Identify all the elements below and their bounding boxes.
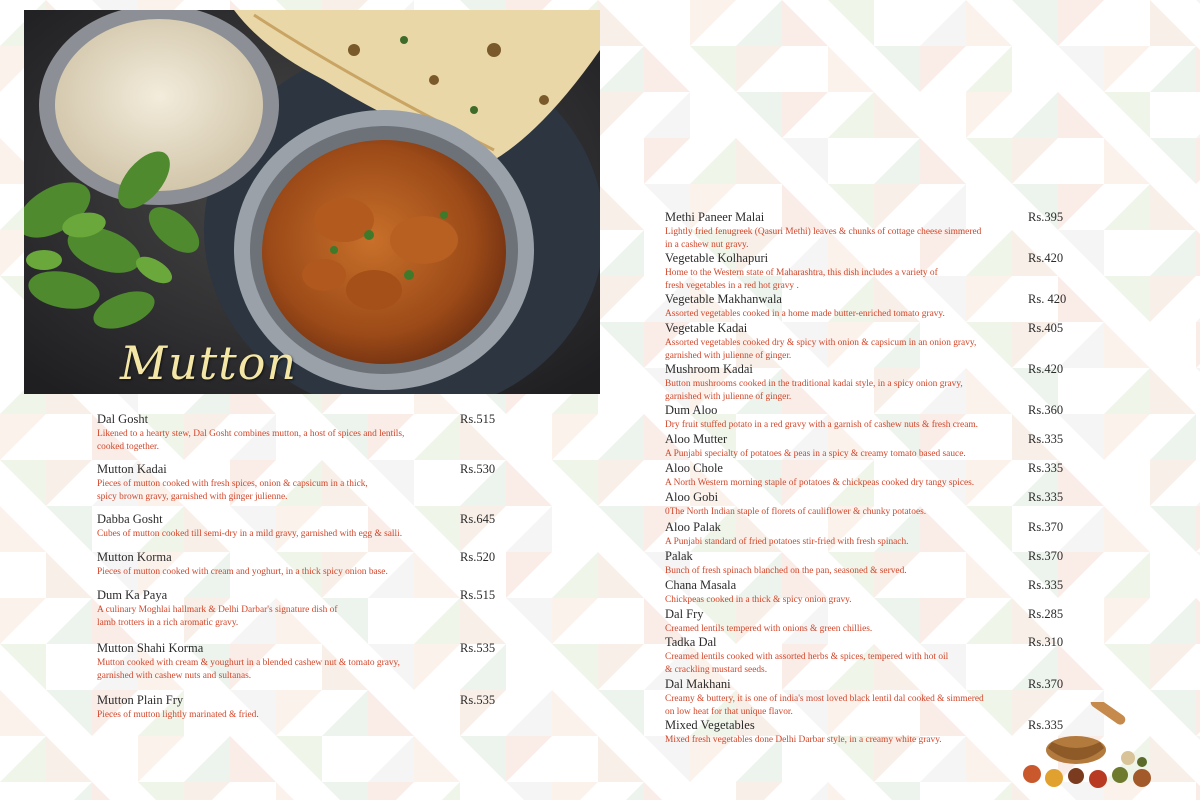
pattern-triangle bbox=[828, 92, 874, 138]
pattern-triangle bbox=[920, 138, 966, 184]
pattern-triangle bbox=[1058, 230, 1104, 276]
pattern-triangle bbox=[276, 690, 322, 736]
pattern-triangle bbox=[414, 782, 460, 800]
pattern-triangle bbox=[1196, 552, 1200, 598]
pattern-triangle bbox=[828, 46, 874, 92]
pattern-triangle bbox=[1104, 552, 1150, 598]
pattern-triangle bbox=[1196, 0, 1200, 46]
pattern-triangle bbox=[598, 46, 644, 92]
menu-item-price: Rs.335 bbox=[1028, 490, 1064, 504]
pattern-triangle bbox=[1150, 230, 1196, 276]
pattern-triangle bbox=[1012, 0, 1058, 46]
menu-item-description-line: cooked together. bbox=[97, 442, 159, 452]
menu-item-description-line: Home to the Western state of Maharashtra, this dish includes a variety of bbox=[665, 268, 938, 278]
menu-item-description-line: Chickpeas cooked in a thick & spicy onion gravy. bbox=[665, 595, 852, 605]
pattern-triangle bbox=[736, 0, 782, 46]
menu-item-description bbox=[665, 419, 978, 432]
menu-item-description-line: Pieces of mutton lightly marinated & fried. bbox=[97, 710, 259, 720]
menu-item-description bbox=[665, 565, 907, 578]
pattern-triangle bbox=[138, 736, 184, 782]
pattern-triangle bbox=[184, 782, 230, 800]
pattern-triangle bbox=[828, 0, 874, 46]
pattern-triangle bbox=[966, 598, 1012, 644]
pattern-triangle bbox=[1196, 506, 1200, 552]
pattern-triangle bbox=[1104, 368, 1150, 414]
pattern-triangle bbox=[322, 782, 368, 800]
pattern-triangle bbox=[1150, 184, 1196, 230]
pattern-triangle bbox=[0, 460, 46, 506]
pattern-triangle bbox=[1058, 92, 1104, 138]
menu-item-price: Rs.360 bbox=[1028, 403, 1064, 417]
pattern-triangle bbox=[1196, 92, 1200, 138]
pattern-triangle bbox=[690, 138, 736, 184]
menu-item-description bbox=[665, 506, 926, 519]
menu-item-name: Dum Ka Paya bbox=[97, 588, 168, 602]
pattern-triangle bbox=[552, 690, 598, 736]
pattern-triangle bbox=[1058, 0, 1104, 46]
menu-item-name: Dum Aloo bbox=[665, 403, 718, 417]
pattern-triangle bbox=[598, 690, 644, 736]
pattern-triangle bbox=[1150, 138, 1196, 184]
pattern-triangle bbox=[598, 92, 644, 138]
menu-item-price: Rs.520 bbox=[460, 550, 496, 564]
pattern-triangle bbox=[506, 598, 552, 644]
pattern-triangle bbox=[1058, 46, 1104, 92]
menu-item-description-line: garnished with cashew nuts and sultanas. bbox=[97, 671, 252, 681]
pattern-triangle bbox=[1196, 138, 1200, 184]
menu-item-price: Rs.370 bbox=[1028, 549, 1064, 563]
menu-item-name: Mutton Kadai bbox=[97, 462, 167, 476]
menu-item-description-line: garnished with julienne of ginger. bbox=[665, 351, 792, 361]
menu-item-description bbox=[97, 709, 259, 722]
pattern-triangle bbox=[1058, 460, 1104, 506]
pattern-triangle bbox=[874, 184, 920, 230]
pattern-triangle bbox=[966, 782, 1012, 800]
pattern-triangle bbox=[598, 230, 644, 276]
pattern-triangle bbox=[552, 414, 598, 460]
pattern-triangle bbox=[506, 506, 552, 552]
pattern-triangle bbox=[782, 138, 828, 184]
menu-item-name: Aloo Gobi bbox=[665, 490, 719, 504]
menu-item-price: Rs. 420 bbox=[1028, 292, 1067, 306]
pattern-triangle bbox=[506, 782, 552, 800]
menu-item-name: Dal Gosht bbox=[97, 412, 149, 426]
pattern-triangle bbox=[920, 506, 966, 552]
pattern-triangle bbox=[966, 368, 1012, 414]
pattern-triangle bbox=[966, 736, 1012, 782]
menu-item-description-line: Creamed lentils cooked with assorted herbs & spices, tempered with hot oil bbox=[665, 652, 949, 662]
pattern-triangle bbox=[736, 782, 782, 800]
pattern-triangle bbox=[1104, 644, 1150, 690]
pattern-triangle bbox=[0, 598, 46, 644]
menu-item-description-line: Lightly fried fenugreek (Qasuri Methi) leaves & chunks of cottage cheese simmered bbox=[665, 227, 982, 237]
pattern-triangle bbox=[1150, 46, 1196, 92]
menu-item-description-line: spicy brown gravy, garnished with ginger julienne. bbox=[97, 492, 288, 502]
mortar-pestle-spices-icon bbox=[1018, 702, 1158, 788]
pattern-triangle bbox=[644, 92, 690, 138]
menu-item-description bbox=[665, 226, 981, 252]
pattern-triangle bbox=[1150, 276, 1196, 322]
pattern-triangle bbox=[736, 138, 782, 184]
menu-item-price: Rs.535 bbox=[460, 693, 496, 707]
pattern-triangle bbox=[552, 552, 598, 598]
pattern-triangle bbox=[0, 736, 46, 782]
section-title: Mutton bbox=[120, 336, 298, 390]
pattern-triangle bbox=[598, 782, 644, 800]
pattern-triangle bbox=[1150, 506, 1196, 552]
pattern-triangle bbox=[46, 552, 92, 598]
menu-item-description-line: fresh vegetables in a red hot gravy . bbox=[665, 281, 799, 291]
pattern-triangle bbox=[1058, 184, 1104, 230]
menu-item-description bbox=[665, 536, 909, 549]
pattern-triangle bbox=[552, 782, 598, 800]
pattern-triangle bbox=[1012, 92, 1058, 138]
pattern-triangle bbox=[874, 92, 920, 138]
pattern-triangle bbox=[1058, 644, 1104, 690]
pattern-triangle bbox=[46, 782, 92, 800]
curry-bowl-photo-icon bbox=[24, 10, 600, 394]
menu-item-description bbox=[665, 308, 945, 321]
menu-item-description bbox=[97, 478, 368, 504]
pattern-triangle bbox=[230, 736, 276, 782]
menu-item-description bbox=[97, 528, 402, 541]
pattern-triangle bbox=[1196, 230, 1200, 276]
menu-item-name: Palak bbox=[665, 549, 693, 563]
menu-item-name: Chana Masala bbox=[665, 578, 737, 592]
pattern-triangle bbox=[1104, 92, 1150, 138]
menu-item-description-line: Cubes of mutton cooked till semi-dry in a mild gravy, garnished with egg & salli. bbox=[97, 529, 403, 539]
pattern-triangle bbox=[1104, 414, 1150, 460]
pattern-triangle bbox=[1104, 184, 1150, 230]
menu-item-description-line: & crackling mustard seeds. bbox=[665, 665, 768, 675]
pattern-triangle bbox=[506, 690, 552, 736]
pattern-triangle bbox=[598, 322, 644, 368]
pattern-triangle bbox=[1196, 460, 1200, 506]
pattern-triangle bbox=[874, 46, 920, 92]
pattern-triangle bbox=[414, 736, 460, 782]
menu-item-description bbox=[665, 378, 963, 404]
pattern-triangle bbox=[368, 690, 414, 736]
pattern-triangle bbox=[1196, 276, 1200, 322]
pattern-triangle bbox=[138, 782, 184, 800]
pattern-triangle bbox=[1104, 138, 1150, 184]
menu-item-description-line: Mixed fresh vegetables done Delhi Darbar style, in a creamy white gravy. bbox=[665, 735, 942, 745]
pattern-triangle bbox=[598, 644, 644, 690]
pattern-triangle bbox=[506, 736, 552, 782]
pattern-triangle bbox=[1104, 598, 1150, 644]
pattern-triangle bbox=[414, 644, 460, 690]
menu-item-price: Rs.515 bbox=[460, 588, 496, 602]
menu-item-price: Rs.335 bbox=[1028, 461, 1064, 475]
menu-item-price: Rs.335 bbox=[1028, 432, 1064, 446]
pattern-triangle bbox=[46, 506, 92, 552]
menu-item-description-line: A culinary Moghlai hallmark & Delhi Darbar's signature dish of bbox=[97, 605, 338, 615]
menu-item-name: Mutton Shahi Korma bbox=[97, 641, 204, 655]
pattern-triangle bbox=[368, 736, 414, 782]
curry-bowl-photo bbox=[24, 10, 600, 394]
pattern-triangle bbox=[690, 0, 736, 46]
menu-item-description bbox=[97, 604, 337, 630]
menu-item-description-line: Pieces of mutton cooked with fresh spices, onion & capsicum in a thick, bbox=[97, 479, 368, 489]
pattern-triangle bbox=[920, 598, 966, 644]
pattern-triangle bbox=[874, 782, 920, 800]
pattern-triangle bbox=[552, 460, 598, 506]
menu-item-name: Methi Paneer Malai bbox=[665, 210, 765, 224]
pattern-triangle bbox=[1150, 460, 1196, 506]
menu-item-name: Aloo Chole bbox=[665, 461, 723, 475]
menu-item-name: Dabba Gosht bbox=[97, 512, 163, 526]
menu-item-price: Rs.310 bbox=[1028, 635, 1064, 649]
pattern-triangle bbox=[966, 92, 1012, 138]
pattern-triangle bbox=[598, 414, 644, 460]
pattern-triangle bbox=[1150, 368, 1196, 414]
pattern-triangle bbox=[1150, 644, 1196, 690]
pattern-triangle bbox=[1104, 276, 1150, 322]
pattern-triangle bbox=[874, 598, 920, 644]
pattern-triangle bbox=[1196, 690, 1200, 736]
pattern-triangle bbox=[598, 276, 644, 322]
pattern-triangle bbox=[1150, 0, 1196, 46]
pattern-triangle bbox=[920, 46, 966, 92]
menu-item-description-line: Assorted vegetables cooked dry & spicy with onion & capsicum in an onion gravy, bbox=[665, 338, 977, 348]
menu-item-description bbox=[665, 267, 938, 293]
menu-item-description-line: Pieces of mutton cooked with cream and yoghurt, in a thick spicy onion base. bbox=[97, 567, 388, 577]
pattern-triangle bbox=[644, 46, 690, 92]
menu-item-description bbox=[665, 594, 852, 607]
menu-item-description-line: garnished with julienne of ginger. bbox=[665, 392, 792, 402]
menu-item-price: Rs.535 bbox=[460, 641, 496, 655]
pattern-triangle bbox=[1196, 782, 1200, 800]
pattern-triangle bbox=[1104, 506, 1150, 552]
menu-item-name: Vegetable Makhanwala bbox=[665, 292, 782, 306]
pattern-triangle bbox=[414, 414, 460, 460]
menu-item-description bbox=[665, 448, 966, 461]
menu-item-description-line: Mutton cooked with cream & youghurt in a blended cashew nut & tomato gravy, bbox=[97, 658, 400, 668]
pattern-triangle bbox=[782, 0, 828, 46]
pattern-triangle bbox=[0, 690, 46, 736]
pattern-triangle bbox=[690, 46, 736, 92]
menu-item-price: Rs.285 bbox=[1028, 607, 1064, 621]
menu-item-price: Rs.395 bbox=[1028, 210, 1064, 224]
pattern-triangle bbox=[1058, 322, 1104, 368]
menu-item-description-line: Bunch of fresh spinach blanched on the pan, seasoned & served. bbox=[665, 566, 907, 576]
pattern-triangle bbox=[644, 138, 690, 184]
pattern-triangle bbox=[368, 782, 414, 800]
menu-item-price: Rs.420 bbox=[1028, 362, 1064, 376]
menu-item-description-line: Dry fruit stuffed potato in a red gravy with a garnish of cashew nuts & fresh cream. bbox=[665, 420, 979, 430]
pattern-triangle bbox=[46, 598, 92, 644]
pattern-triangle bbox=[506, 460, 552, 506]
pattern-triangle bbox=[552, 598, 598, 644]
pattern-triangle bbox=[966, 276, 1012, 322]
menu-item-name: Aloo Mutter bbox=[665, 432, 728, 446]
menu-item-description-line: A Punjabi standard of fried potatoes stir-fried with fresh spinach. bbox=[665, 537, 909, 547]
pattern-triangle bbox=[598, 460, 644, 506]
pattern-triangle bbox=[460, 598, 506, 644]
menu-item-name: Mushroom Kadai bbox=[665, 362, 753, 376]
menu-item-description-line: on low heat for that unique flavor. bbox=[665, 707, 793, 717]
menu-item-name: Vegetable Kolhapuri bbox=[665, 251, 769, 265]
menu-item-description-line: in a cashew nut gravy. bbox=[665, 240, 749, 250]
pattern-triangle bbox=[322, 690, 368, 736]
pattern-triangle bbox=[1104, 46, 1150, 92]
menu-item-price: Rs.335 bbox=[1028, 718, 1064, 732]
menu-item-name: Mixed Vegetables bbox=[665, 718, 755, 732]
menu-item-description-line: A North Western morning staple of potatoes & chickpeas cooked dry tangy spices. bbox=[665, 478, 975, 488]
menu-item-description bbox=[665, 477, 974, 490]
menu-item-price: Rs.335 bbox=[1028, 578, 1064, 592]
menu-item-description-line: A Punjabi specialty of potatoes & peas in a spicy & creamy tomato based sauce. bbox=[665, 449, 966, 459]
pattern-triangle bbox=[276, 782, 322, 800]
menu-item-description-line: Creamy & buttery, it is one of india's most loved black lentil dal cooked & simmered bbox=[665, 694, 984, 704]
pattern-triangle bbox=[46, 690, 92, 736]
pattern-triangle bbox=[828, 184, 874, 230]
menu-item-name: Tadka Dal bbox=[665, 635, 717, 649]
pattern-triangle bbox=[276, 736, 322, 782]
pattern-triangle bbox=[966, 552, 1012, 598]
pattern-triangle bbox=[782, 782, 828, 800]
pattern-triangle bbox=[782, 184, 828, 230]
menu-item-description bbox=[665, 693, 984, 719]
pattern-triangle bbox=[1196, 368, 1200, 414]
pattern-triangle bbox=[1058, 506, 1104, 552]
pattern-triangle bbox=[1196, 46, 1200, 92]
menu-item-price: Rs.530 bbox=[460, 462, 496, 476]
menu-item-description-line: 0The North Indian staple of florets of cauliflower & chunky potatoes. bbox=[665, 507, 927, 517]
pattern-triangle bbox=[414, 552, 460, 598]
pattern-triangle bbox=[966, 46, 1012, 92]
pattern-triangle bbox=[1150, 414, 1196, 460]
pattern-triangle bbox=[506, 552, 552, 598]
menu-item-name: Dal Fry bbox=[665, 607, 704, 621]
menu-item-description bbox=[665, 734, 942, 747]
pattern-triangle bbox=[598, 552, 644, 598]
menu-item-price: Rs.645 bbox=[460, 512, 496, 526]
menu-item-description bbox=[665, 337, 976, 363]
pattern-triangle bbox=[1012, 138, 1058, 184]
menu-item-description-line: lamb trotters in a rich aromatic gravy. bbox=[97, 618, 239, 628]
pattern-triangle bbox=[0, 644, 46, 690]
pattern-triangle bbox=[368, 460, 414, 506]
menu-item-description bbox=[97, 657, 400, 683]
pattern-triangle bbox=[966, 506, 1012, 552]
pattern-triangle bbox=[184, 736, 230, 782]
pattern-triangle bbox=[552, 644, 598, 690]
menu-item-name: Mutton Plain Fry bbox=[97, 693, 184, 707]
pattern-triangle bbox=[46, 736, 92, 782]
pattern-triangle bbox=[598, 736, 644, 782]
menu-item-price: Rs.370 bbox=[1028, 677, 1064, 691]
pattern-triangle bbox=[1058, 552, 1104, 598]
menu-item-description-line: Button mushrooms cooked in the traditional kadai style, in a spicy onion gravy, bbox=[665, 379, 963, 389]
pattern-triangle bbox=[46, 460, 92, 506]
menu-item-price: Rs.405 bbox=[1028, 321, 1064, 335]
pattern-triangle bbox=[736, 92, 782, 138]
pattern-triangle bbox=[1150, 598, 1196, 644]
menu-item-name: Mutton Korma bbox=[97, 550, 172, 564]
pattern-triangle bbox=[874, 138, 920, 184]
pattern-triangle bbox=[1196, 322, 1200, 368]
pattern-triangle bbox=[460, 736, 506, 782]
menu-item-description-line: Likened to a hearty stew, Dal Gosht combines mutton, a host of spices and lentils, bbox=[97, 429, 405, 439]
pattern-triangle bbox=[1104, 322, 1150, 368]
menu-item-name: Dal Makhani bbox=[665, 677, 731, 691]
pattern-triangle bbox=[92, 782, 138, 800]
menu-item-name: Vegetable Kadai bbox=[665, 321, 748, 335]
menu-item-price: Rs.515 bbox=[460, 412, 496, 426]
menu-item-description-line: Assorted vegetables cooked in a home made butter-enriched tomato gravy. bbox=[665, 309, 945, 319]
pattern-triangle bbox=[736, 46, 782, 92]
pattern-triangle bbox=[1058, 414, 1104, 460]
menu-item-description-line: Creamed lentils tempered with onions & green chillies. bbox=[665, 624, 873, 634]
pattern-triangle bbox=[920, 0, 966, 46]
menu-item-description bbox=[97, 428, 404, 454]
pattern-triangle bbox=[644, 782, 690, 800]
menu-item-description bbox=[665, 651, 948, 677]
pattern-triangle bbox=[828, 782, 874, 800]
pattern-triangle bbox=[1196, 598, 1200, 644]
pattern-triangle bbox=[598, 506, 644, 552]
menu-item-price: Rs.370 bbox=[1028, 520, 1064, 534]
pattern-triangle bbox=[414, 598, 460, 644]
menu-item-description bbox=[97, 566, 388, 579]
pattern-triangle bbox=[0, 414, 46, 460]
pattern-triangle bbox=[0, 506, 46, 552]
pattern-triangle bbox=[414, 506, 460, 552]
pattern-triangle bbox=[1196, 736, 1200, 782]
pattern-triangle bbox=[966, 138, 1012, 184]
menu-item-name: Aloo Palak bbox=[665, 520, 721, 534]
pattern-triangle bbox=[920, 184, 966, 230]
pattern-triangle bbox=[966, 0, 1012, 46]
pattern-triangle bbox=[598, 0, 644, 46]
pattern-triangle bbox=[782, 92, 828, 138]
menu-item-price: Rs.420 bbox=[1028, 251, 1064, 265]
pattern-triangle bbox=[598, 184, 644, 230]
